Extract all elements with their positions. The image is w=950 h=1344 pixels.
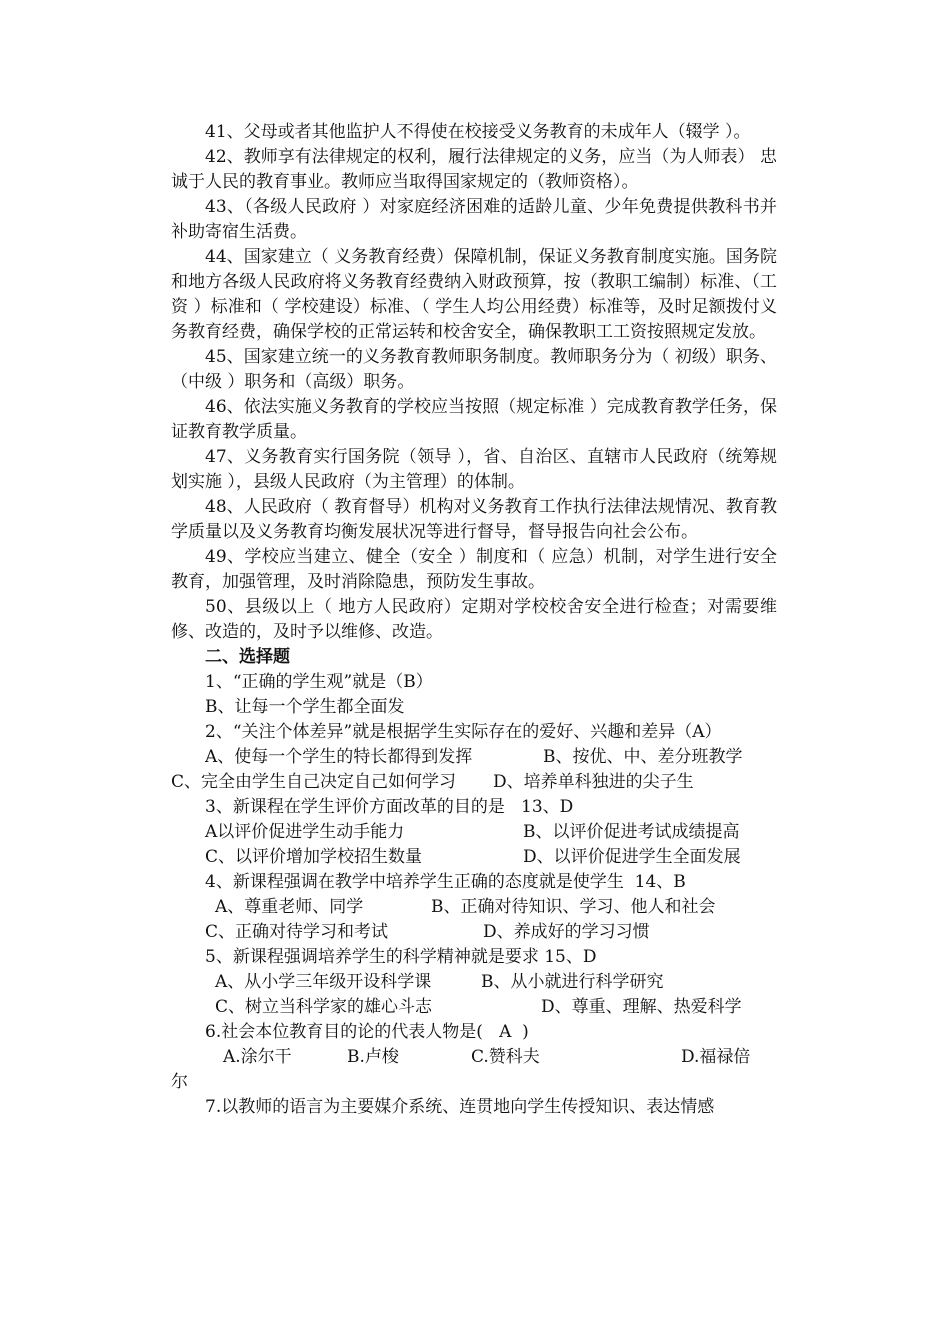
q7-stem: 7.以教师的语言为主要媒介系统、连贯地向学生传授知识、表达情感 <box>205 1097 715 1117</box>
document-body <box>171 120 777 1120</box>
item-44: 44、国家建立（ 义务教育经费）保障机制，保证义务教育制度实施。国务院和地方各级人民政府将义务教育经费纳入财政预算，按（教职工编制）标准、（工资 ）标准和（ 学校建设）标准、（ 学生人均公用经费）标准等，及时足额拨付义务教育经费，确保学校的正常运转和校舍安全，确保教职工工资按照规定发放。 <box>171 247 777 342</box>
item-43: 43、（各级人民政府 ）对家庭经济困难的适龄儿童、少年免费提供教科书并补助寄宿生活费。 <box>171 197 777 242</box>
q2-option-b: B、按优、中、差分班教学 <box>543 747 743 767</box>
q5-stem: 5、新课程强调培养学生的科学精神就是要求 15、D <box>205 947 597 967</box>
q5-options-line2 <box>171 995 777 1020</box>
q2-stem: 2、“关注个体差异”就是根据学生实际存在的爱好、兴趣和差异（A） <box>205 722 722 742</box>
q5-option-d: D、尊重、理解、热爱科学 <box>541 997 742 1017</box>
q2-option-c: C、完全由学生自己决定自己如何学习 <box>171 772 457 792</box>
q2-options-line1 <box>171 745 777 770</box>
q5-option-b: B、从小就进行科学研究 <box>481 972 664 992</box>
item-48: 48、人民政府（ 教育督导）机构对义务教育工作执行法律法规情况、教育教学质量以及义务教育均衡发展状况等进行督导，督导报告向社会公布。 <box>171 497 777 542</box>
q3-option-a: A以评价促进学生动手能力 <box>205 822 405 842</box>
q2-options-line2 <box>171 770 777 795</box>
q6-stem: 6.社会本位教育目的论的代表人物是( A ) <box>205 1022 529 1042</box>
q3-option-d: D、以评价促进学生全面发展 <box>523 847 741 867</box>
q3-option-c: C、以评价增加学校招生数量 <box>205 847 423 867</box>
q6-option-a: A.涂尔干 <box>223 1047 292 1067</box>
q6-option-b: B.卢梭 <box>347 1047 399 1067</box>
q5-options-line1 <box>171 970 777 995</box>
item-47: 47、义务教育实行国务院（领导 ），省、自治区、直辖市人民政府（统筹规划实施 ），县级人民政府（为主管理）的体制。 <box>171 447 777 492</box>
q4-option-d: D、养成好的学习习惯 <box>483 922 650 942</box>
item-50: 50、县级以上（ 地方人民政府）定期对学校校舍安全进行检查；对需要维修、改造的，及时予以维修、改造。 <box>171 597 777 642</box>
q3-options-line1 <box>171 820 777 845</box>
q4-options-line2 <box>171 920 777 945</box>
q5-option-a: A、从小学三年级开设科学课 <box>215 972 432 992</box>
q5-option-c: C、树立当科学家的雄心斗志 <box>215 997 433 1017</box>
q3-options-line2 <box>171 845 777 870</box>
item-45: 45、国家建立统一的义务教育教师职务制度。教师职务分为（ 初级）职务、（中级 ）职务和（高级）职务。 <box>171 347 777 392</box>
q6-option-d-wrap: 尔 <box>171 1072 188 1092</box>
item-42: 42、教师享有法律规定的权利，履行法律规定的义务，应当（为人师表） 忠诚于人民的教育事业。教师应当取得国家规定的（教师资格）。 <box>171 147 777 192</box>
q6-option-d: D.福禄倍 <box>681 1047 751 1067</box>
q4-option-a: A、尊重老师、同学 <box>215 897 364 917</box>
section-title: 二、选择题 <box>205 647 290 667</box>
q2-option-a: A、使每一个学生的特长都得到发挥 <box>205 747 473 767</box>
q6-options-line <box>171 1045 777 1070</box>
q6-option-c: C.赞科夫 <box>471 1047 540 1067</box>
q3-stem: 3、新课程在学生评价方面改革的目的是 13、D <box>205 797 574 817</box>
item-49: 49、学校应当建立、健全（安全 ）制度和（ 应急）机制，对学生进行安全教育，加强管理，及时消除隐患，预防发生事故。 <box>171 547 777 592</box>
q3-option-b: B、以评价促进考试成绩提高 <box>523 822 740 842</box>
item-46: 46、依法实施义务教育的学校应当按照（规定标准 ）完成教育教学任务，保证教育教学质量。 <box>171 397 777 442</box>
q4-option-c: C、正确对待学习和考试 <box>205 922 389 942</box>
q4-option-b: B、正确对待知识、学习、他人和社会 <box>431 897 716 917</box>
q2-option-d: D、培养单科独进的尖子生 <box>493 772 694 792</box>
q1-answer: B、让每一个学生都全面发 <box>205 697 405 717</box>
q4-stem: 4、新课程强调在教学中培养学生正确的态度就是使学生 14、B <box>205 872 686 892</box>
q4-options-line1 <box>171 895 777 920</box>
item-41: 41、父母或者其他监护人不得使在校接受义务教育的未成年人（辍学 ）。 <box>205 122 751 142</box>
q1-stem: 1、“正确的学生观”就是（B） <box>205 672 433 692</box>
